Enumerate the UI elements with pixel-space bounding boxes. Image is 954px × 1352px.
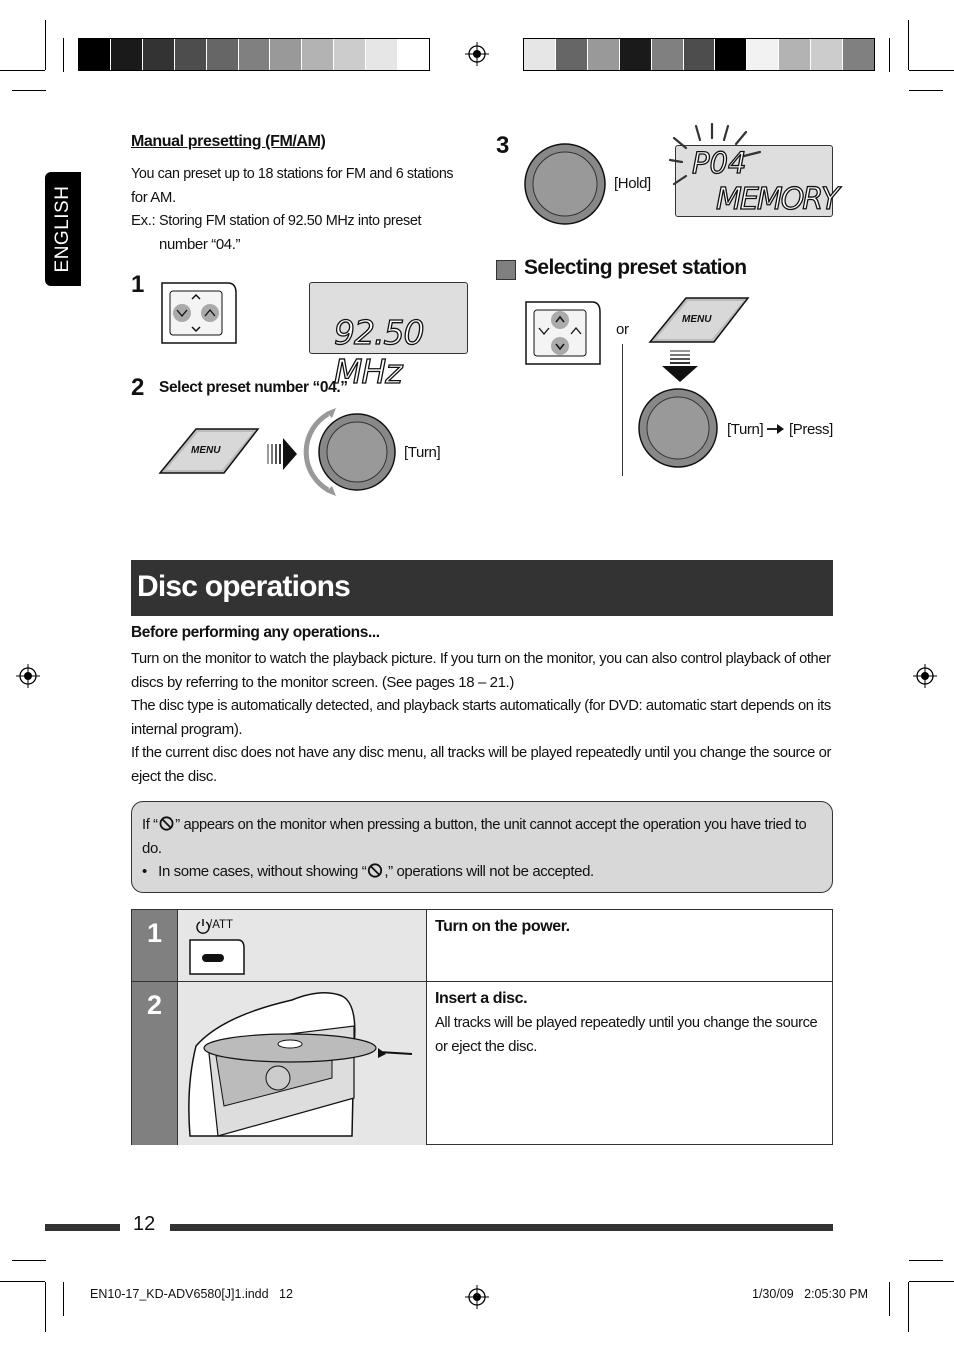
note-text [142, 813, 822, 884]
step-1-number: 1 [131, 271, 145, 298]
color-swatch [652, 39, 684, 70]
step-text-line: or eject the disc. [435, 1037, 538, 1055]
color-swatch [843, 39, 874, 70]
example-text [159, 209, 459, 256]
color-swatch [334, 39, 366, 70]
note-line: do. [142, 839, 162, 857]
manual-presetting-heading: Manual presetting (FM/AM) [131, 133, 326, 150]
page-number: 12 [133, 1213, 156, 1235]
menu-button-label: MENU [191, 445, 221, 456]
example-line: number “04.” [159, 235, 241, 253]
arrow-right-icon [265, 434, 299, 474]
table-row [132, 982, 832, 1145]
memory-text: MEMORY [716, 182, 838, 217]
selecting-preset-heading: Selecting preset station [524, 256, 747, 279]
hold-label: [Hold] [614, 175, 651, 192]
paragraph-line: internal program). [131, 720, 243, 738]
before-heading: Before performing any operations... [131, 624, 380, 641]
step-number: 1 [146, 918, 163, 948]
intro-text [131, 162, 471, 209]
press-label: [Press] [789, 421, 833, 438]
paragraph-line: The disc type is automatically detected, and playback starts automatically (for DVD: automatic start depends on its [131, 697, 831, 714]
example-prefix: Ex.: [131, 212, 156, 229]
color-bar-left [78, 38, 430, 71]
section-square-icon [496, 260, 516, 280]
color-swatch [270, 39, 302, 70]
step-description-cell [427, 910, 832, 981]
intro-line: You can preset up to 18 stations for FM and 6 stations [131, 165, 454, 182]
registration-mark-icon [913, 664, 937, 688]
language-tab-label: ENGLISH [52, 185, 73, 273]
paragraph-line: Turn on the monitor to watch the playback picture. If you turn on the monitor, you can also control playback of other [131, 650, 831, 667]
prohibited-icon [158, 816, 176, 831]
control-dial-icon [636, 386, 720, 470]
registration-mark-icon [465, 42, 489, 66]
color-swatch [811, 39, 843, 70]
divider-line [622, 344, 623, 476]
color-swatch [588, 39, 620, 70]
footer-date-info: 1/30/09 2:05:30 PM [752, 1287, 869, 1301]
page-title: Disc operations [137, 570, 351, 603]
att-label: /ATT [209, 919, 234, 931]
note-box [131, 801, 833, 893]
step-title: Insert a disc. [435, 990, 528, 1007]
prohibited-icon [366, 863, 384, 878]
power-button-icon [188, 938, 246, 976]
color-swatch [524, 39, 556, 70]
color-swatch [143, 39, 175, 70]
step-text [435, 1011, 824, 1058]
paragraph-line: If the current disc does not have any disc menu, all tracks will be played repeatedly until you change the source or [131, 744, 832, 761]
step-image-cell [177, 910, 427, 981]
color-swatch [302, 39, 334, 70]
control-dial-turn-icon [300, 404, 400, 500]
paragraph-line: discs by referring to the monitor screen. (See pages 18 – 21.) [131, 673, 514, 691]
step-2-text: Select preset number “04.” [159, 379, 348, 396]
intro-line: for AM. [131, 188, 176, 206]
steps-table [131, 909, 833, 1145]
step-description-cell [427, 982, 832, 1145]
step-text-line: All tracks will be played repeatedly until you change the source [435, 1014, 818, 1031]
step-2-number: 2 [131, 374, 145, 401]
disc-intro-paragraph [131, 647, 841, 788]
color-swatch [620, 39, 652, 70]
frequency-display-text: 92.50 MHz [334, 313, 424, 391]
step-number: 2 [146, 990, 163, 1020]
preset-button-panel-icon [160, 281, 238, 345]
disc-operations-title-bar [131, 560, 833, 616]
footer-rule [45, 1224, 120, 1231]
color-swatch [684, 39, 716, 70]
color-bar-right [523, 38, 875, 71]
step-title: Turn on the power. [435, 918, 570, 935]
frequency-display [309, 282, 468, 391]
step-3-number: 3 [496, 132, 510, 159]
color-swatch [747, 39, 779, 70]
preset-button-panel-icon [524, 300, 602, 366]
color-swatch [715, 39, 747, 70]
paragraph-line: eject the disc. [131, 767, 217, 785]
arrow-down-icon [660, 348, 700, 384]
table-row [132, 910, 832, 982]
example-line: Storing FM station of 92.50 MHz into preset [159, 212, 422, 229]
note-line: If “ ” appears on the monitor when pressing a button, the unit cannot accept the operation you have tried to [142, 816, 807, 833]
color-swatch [175, 39, 207, 70]
color-swatch [398, 39, 429, 70]
registration-mark-icon [16, 664, 40, 688]
turn-label: [Turn] [404, 444, 441, 461]
turn-label: [Turn] [727, 421, 764, 438]
preset-number-text: P04 [692, 146, 747, 180]
arrow-right-small-icon [767, 423, 785, 435]
color-swatch [239, 39, 271, 70]
language-tab [45, 172, 81, 286]
color-swatch [779, 39, 811, 70]
or-label: or [616, 321, 629, 338]
color-swatch [556, 39, 588, 70]
color-swatch [366, 39, 398, 70]
color-swatch [79, 39, 111, 70]
disc-slot-illustration-icon [182, 986, 426, 1140]
color-swatch [111, 39, 143, 70]
color-swatch [207, 39, 239, 70]
step-number-cell [132, 982, 177, 1145]
note-bullet-line: • In some cases, without showing “ ,” operations will not be accepted. [142, 863, 594, 880]
step-image-cell [177, 982, 427, 1145]
menu-button-label: MENU [682, 314, 712, 325]
footer-file-info: EN10-17_KD-ADV6580[J]1.indd 12 [90, 1287, 293, 1301]
control-dial-hold-icon [522, 141, 608, 227]
step-number-cell [132, 910, 177, 981]
registration-mark-icon [465, 1285, 489, 1309]
footer-rule [170, 1224, 833, 1231]
